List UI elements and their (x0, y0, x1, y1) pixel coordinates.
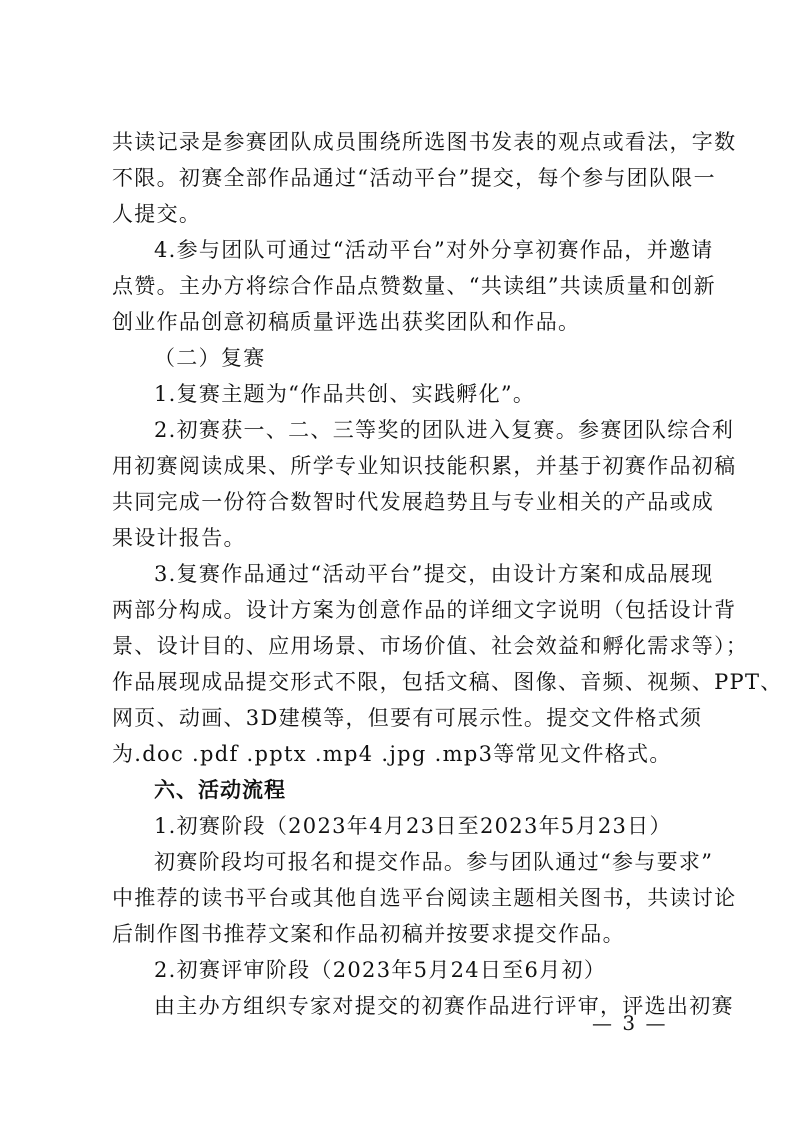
text-line: 点赞。主办方将综合作品点赞数量、“共读组”共读质量和创新 (112, 274, 716, 298)
text-line: 1.初赛阶段（2023年4月23日至2023年5月23日） (154, 814, 672, 838)
text-line: 共读记录是参赛团队成员围绕所选图书发表的观点或看法，字数 (112, 130, 737, 154)
text-line: 4.参与团队可通过“活动平台”对外分享初赛作品，并邀请 (154, 238, 714, 262)
text-line: 共同完成一份符合数智时代发展趋势且与专业相关的产品或成 (112, 490, 715, 514)
text-line: 景、设计目的、应用场景、市场价值、社会效益和孵化需求等）； (112, 634, 749, 658)
text-line: 初赛阶段均可报名和提交作品。参与团队通过“参与要求” (154, 850, 714, 874)
text-line: 中推荐的读书平台或其他自选平台阅读主题相关图书，共读讨论 (112, 886, 737, 910)
section-subheading: （二）复赛 (154, 346, 266, 370)
text-line: 人提交。 (112, 202, 202, 226)
text-line: 由主办方组织专家对提交的初赛作品进行评审，评选出初赛 (154, 994, 734, 1018)
text-line: 为.doc .pdf .pptx .mp4 .jpg .mp3等常见文件格式。 (112, 742, 672, 766)
text-line: 网页、动画、3D建模等，但要有可展示性。提交文件格式须 (112, 706, 703, 730)
text-line: 2.初赛评审阶段（2023年5月24日至6月初） (154, 958, 607, 982)
text-line: 两部分构成。设计方案为创意作品的详细文字说明（包括设计背 (112, 598, 737, 622)
text-line: 不限。初赛全部作品通过“活动平台”提交，每个参与团队限一 (112, 166, 716, 190)
text-line: 1.复赛主题为“作品共创、实践孵化”。 (154, 382, 536, 406)
text-line: 3.复赛作品通过“活动平台”提交，由设计方案和成品展现 (154, 562, 714, 586)
text-line: 用初赛阅读成果、所学专业知识技能积累，并基于初赛作品初稿 (112, 454, 737, 478)
text-line: 果设计报告。 (112, 526, 246, 550)
text-line: 后制作图书推荐文案和作品初稿并按要求提交作品。 (112, 922, 625, 946)
page-number: — 3 — (592, 1011, 668, 1035)
text-line: 2.初赛获一、二、三等奖的团队进入复赛。参赛团队综合利 (154, 418, 735, 442)
section-heading: 六、活动流程 (154, 778, 286, 802)
text-line: 作品展现成品提交形式不限，包括文稿、图像、音频、视频、PPT、 (112, 670, 783, 694)
text-line: 创业作品创意初稿质量评选出获奖团队和作品。 (112, 310, 581, 334)
